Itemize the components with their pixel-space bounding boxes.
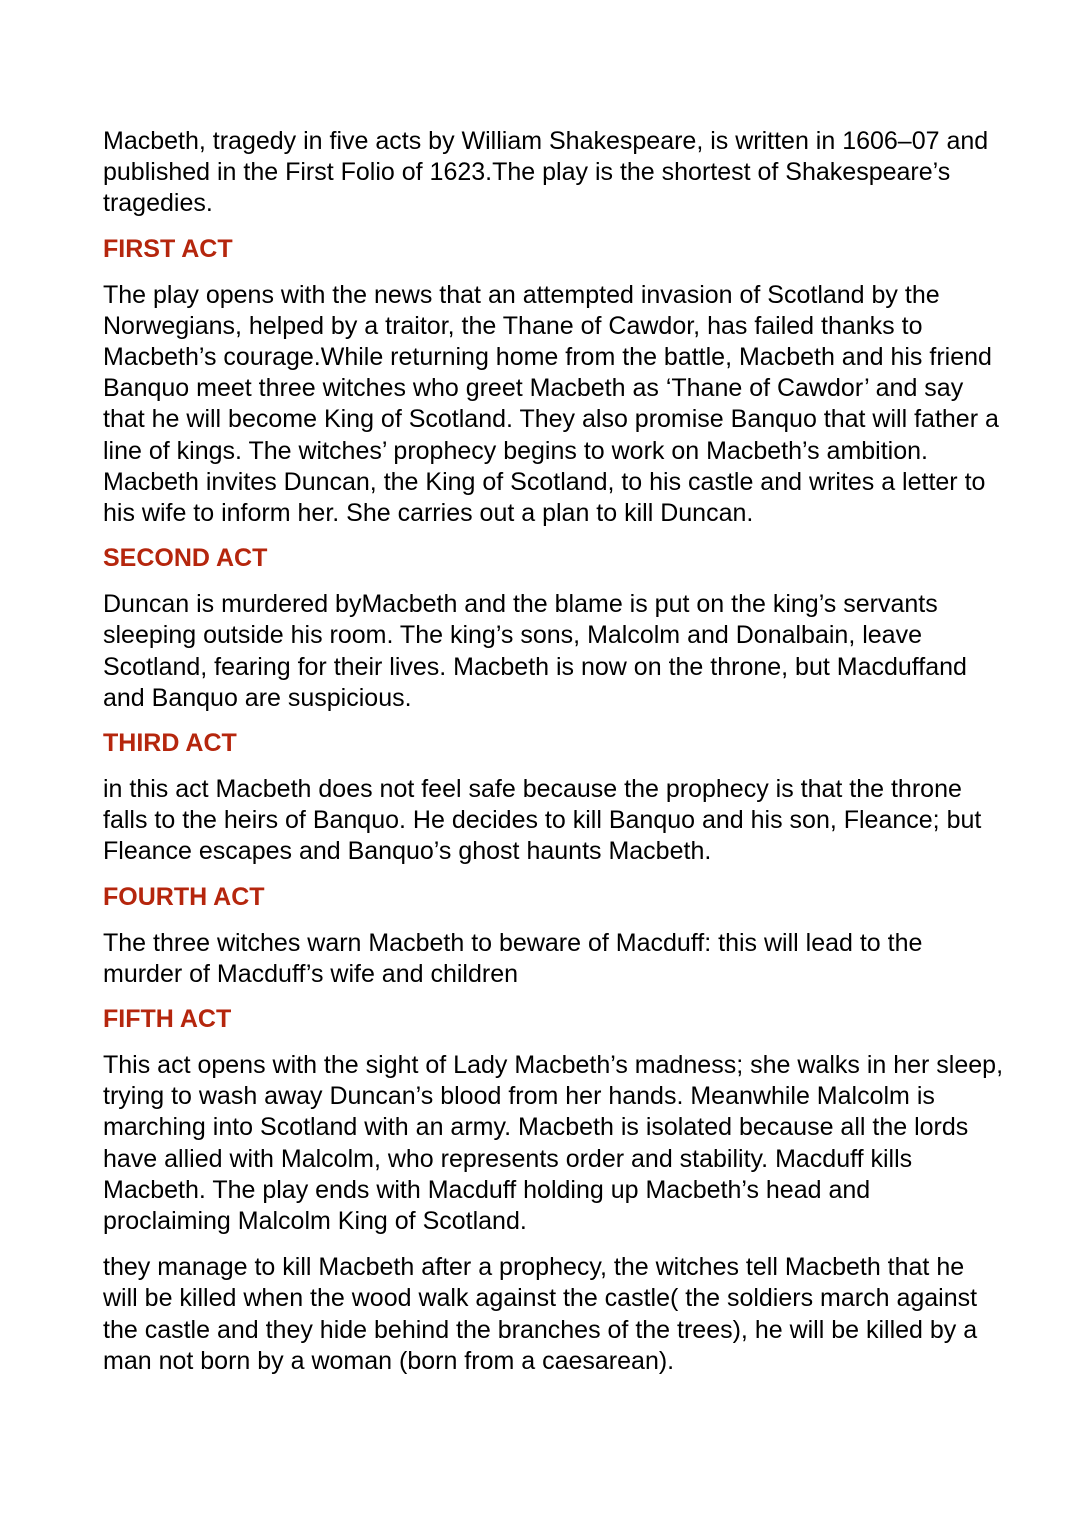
first-act-paragraph: The play opens with the news that an attempted invasion of Scotland by the Norwegians, helped by a traitor, the Thane of Cawdor, has failed thanks to Macbeth’s courage.While returning home from the battle, Macbeth and his friend Banquo meet three witches who greet Macbeth as ‘Thane of Cawdor’ and say that he will become King of Scotland. They also promise Banquo that will father a line of kings. The witches’ prophecy begins to work on Macbeth’s ambition. Macbeth invites Duncan, the King of Scotland, to his castle and writes a letter to his wife to inform her. She carries out a plan to kill Duncan. xyxy=(103,280,999,528)
heading-second-act: SECOND ACT xyxy=(103,544,268,573)
heading-fifth-act: FIFTH ACT xyxy=(103,1005,232,1034)
heading-fourth-act: FOURTH ACT xyxy=(103,882,265,911)
second-act-paragraph: Duncan is murdered byMacbeth and the blame is put on the king’s servants sleeping outside his room. The king’s sons, Malcolm and Donalbain, leave Scotland, fearing for their lives. Macbeth is now on the throne, but Macduffand and Banquo are suspicious. xyxy=(103,590,967,712)
heading-third-act: THIRD ACT xyxy=(103,729,237,758)
intro-paragraph: Macbeth, tragedy in five acts by William Shakespeare, is written in 1606–07 and published in the First Folio of 1623.The play is the shortest of Shakespeare’s tragedies. xyxy=(103,127,989,218)
heading-first-act: FIRST ACT xyxy=(103,234,233,263)
fourth-act-paragraph: The three witches warn Macbeth to beware of Macduff: this will lead to the murder of Macduff’s wife and children xyxy=(103,928,923,988)
fifth-act-paragraph: This act opens with the sight of Lady Macbeth’s madness; she walks in her sleep, trying to wash away Duncan’s blood from her hands. Meanwhile Malcolm is marching into Scotland with an army. Macbeth is isolated because all the lords have allied with Malcolm, who represents order and stability. Macduff kills Macbeth. The play ends with Macduff holding up Macbeth’s head and proclaiming Malcolm King of Scotland. xyxy=(103,1051,1004,1236)
third-act-paragraph: in this act Macbeth does not feel safe because the prophecy is that the throne falls to the heirs of Banquo. He decides to kill Banquo and his son, Fleance; but Fleance escapes and Banquo’s ghost haunts Macbeth. xyxy=(103,775,982,866)
document-body xyxy=(103,126,1003,1377)
closing-paragraph: they manage to kill Macbeth after a prophecy, the witches tell Macbeth that he will be killed when the wood walk against the castle( the soldiers march against the castle and they hide behind the branches of the trees), he will be killed by a man not born by a woman (born from a caesarean). xyxy=(103,1253,978,1375)
